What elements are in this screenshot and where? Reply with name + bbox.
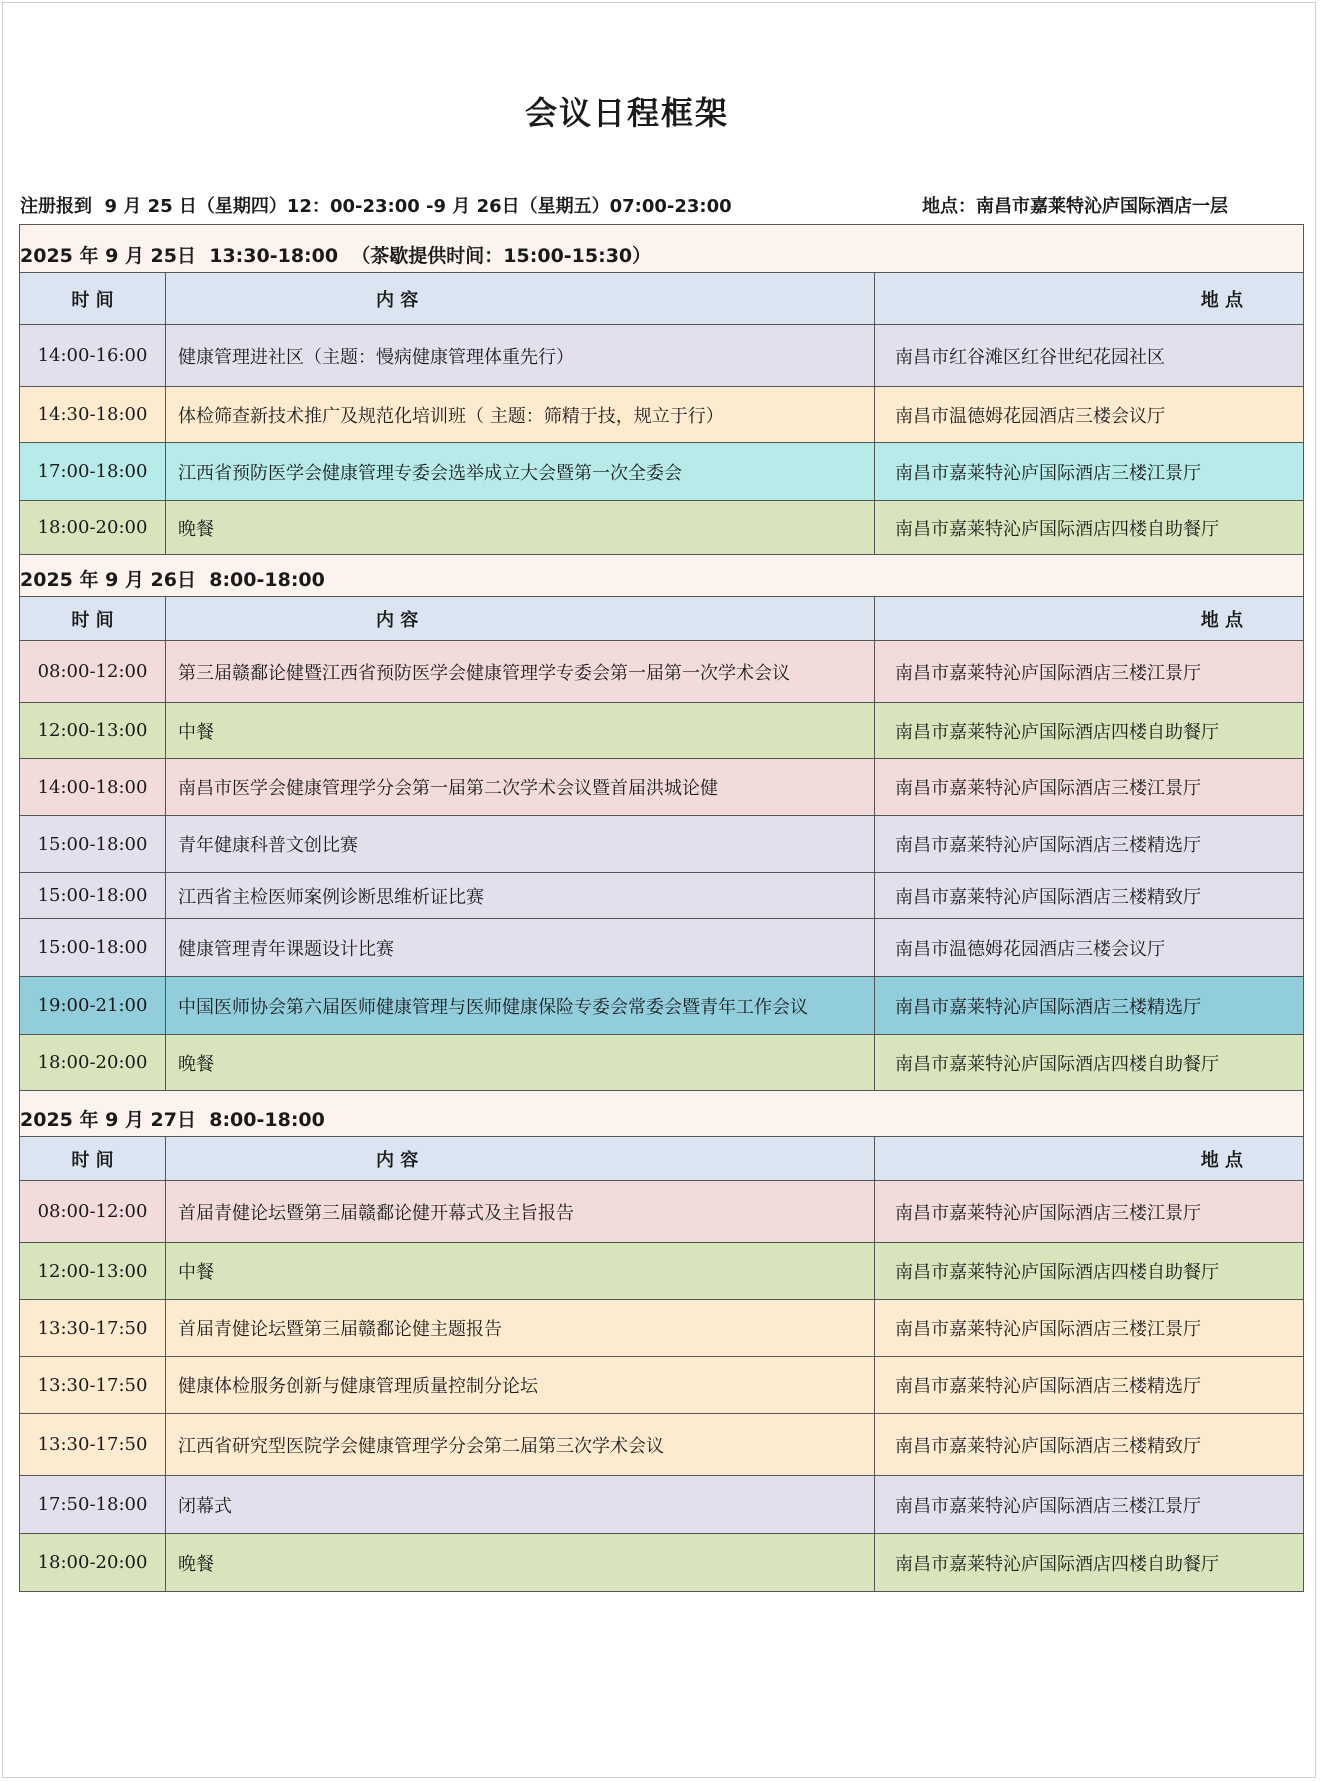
row-content: 闭幕式: [166, 1476, 875, 1533]
column-header-row: [20, 1136, 1303, 1180]
row-content: 晚餐: [166, 1534, 875, 1591]
row-location: 南昌市温德姆花园酒店三楼会议厅: [895, 938, 1165, 960]
row-location: 南昌市嘉莱特沁庐国际酒店三楼江景厅: [895, 778, 1201, 799]
schedule-row: [20, 1413, 1303, 1475]
schedule-row: [20, 976, 1303, 1034]
row-content: 江西省研究型医院学会健康管理学分会第二届第三次学术会议: [166, 1414, 875, 1475]
row-content: 晚餐: [166, 1035, 875, 1090]
day-header: 2025 年 9 月 26日 8:00-18:00: [20, 554, 1303, 596]
schedule-table: [19, 224, 1304, 1592]
schedule-row: [20, 815, 1303, 872]
column-header-row: [20, 272, 1303, 324]
row-location: 南昌市嘉莱特沁庐国际酒店四楼自助餐厅: [895, 1053, 1219, 1075]
schedule-row: [20, 1034, 1303, 1090]
row-location: 南昌市嘉莱特沁庐国际酒店三楼精选厅: [895, 835, 1201, 856]
row-time: 15:00-18:00: [20, 919, 166, 976]
day-header: 2025 年 9 月 27日 8:00-18:00: [20, 1090, 1303, 1136]
row-content: 健康管理青年课题设计比赛: [166, 919, 875, 976]
row-time: 13:30-17:50: [20, 1414, 166, 1475]
row-location: 南昌市嘉莱特沁庐国际酒店四楼自助餐厅: [895, 1553, 1219, 1575]
row-time: 18:00-20:00: [20, 1534, 166, 1591]
schedule-row: [20, 1475, 1303, 1533]
schedule-row: [20, 758, 1303, 815]
row-location: 南昌市嘉莱特沁庐国际酒店三楼精选厅: [895, 1376, 1201, 1397]
schedule-row: [20, 324, 1303, 386]
schedule-row: [20, 1356, 1303, 1413]
row-content: 第三届赣鄱论健暨江西省预防医学会健康管理学专委会第一届第一次学术会议: [166, 641, 875, 702]
row-location: 南昌市嘉莱特沁庐国际酒店三楼精致厅: [895, 1435, 1201, 1457]
registration-location: 地点：南昌市嘉莱特沁庐国际酒店一层: [922, 196, 1228, 217]
row-time: 12:00-13:00: [20, 1243, 166, 1299]
row-time: 12:00-13:00: [20, 703, 166, 758]
row-content: 南昌市医学会健康管理学分会第一届第二次学术会议暨首届洪城论健: [166, 759, 875, 815]
row-content: 江西省主检医师案例诊断思维析证比赛: [166, 873, 875, 918]
column-header-content: 内 容: [166, 273, 875, 324]
registration-time: 注册报到 9 月 25 日（星期四）12：00-23:00 -9 月 26日（星期五）07:00-23:00: [20, 196, 732, 217]
table-bottom-border: [20, 1591, 1303, 1592]
row-location: 南昌市嘉莱特沁庐国际酒店三楼江景厅: [895, 1319, 1201, 1340]
row-time: 08:00-12:00: [20, 641, 166, 702]
page-title: 会议日程框架: [524, 94, 729, 132]
row-time: 14:00-16:00: [20, 325, 166, 386]
schedule-row: [20, 442, 1303, 500]
row-content: 中餐: [166, 703, 875, 758]
row-content: 中餐: [166, 1243, 875, 1299]
row-location: 南昌市嘉莱特沁庐国际酒店三楼精选厅: [895, 996, 1201, 1018]
row-content: 体检筛查新技术推广及规范化培训班（ 主题：筛精于技，规立于行）: [166, 387, 875, 442]
row-content: 江西省预防医学会健康管理专委会选举成立大会暨第一次全委会: [166, 443, 875, 500]
row-location: 南昌市嘉莱特沁庐国际酒店四楼自助餐厅: [895, 721, 1219, 743]
column-header-location: 地 点: [1200, 1149, 1243, 1171]
row-location: 南昌市嘉莱特沁庐国际酒店三楼江景厅: [895, 462, 1201, 484]
row-content: 健康管理进社区（主题：慢病健康管理体重先行）: [166, 325, 875, 386]
column-header-content: 内 容: [166, 1137, 875, 1180]
row-location: 南昌市嘉莱特沁庐国际酒店三楼江景厅: [895, 1202, 1201, 1224]
row-content: 健康体检服务创新与健康管理质量控制分论坛: [166, 1357, 875, 1413]
row-time: 14:30-18:00: [20, 387, 166, 442]
row-time: 15:00-18:00: [20, 873, 166, 918]
column-header-location: 地 点: [1200, 289, 1243, 311]
schedule-row: [20, 1180, 1303, 1242]
row-location: 南昌市嘉莱特沁庐国际酒店三楼精致厅: [895, 886, 1201, 908]
row-time: 18:00-20:00: [20, 501, 166, 554]
row-time: 14:00-18:00: [20, 759, 166, 815]
row-location: 南昌市嘉莱特沁庐国际酒店三楼江景厅: [895, 1495, 1201, 1517]
schedule-row: [20, 640, 1303, 702]
schedule-row: [20, 872, 1303, 918]
schedule-row: [20, 386, 1303, 442]
schedule-row: [20, 918, 1303, 976]
row-location: 南昌市嘉莱特沁庐国际酒店四楼自助餐厅: [895, 518, 1219, 540]
row-time: 13:30-17:50: [20, 1300, 166, 1356]
schedule-row: [20, 1533, 1303, 1591]
row-location: 南昌市嘉莱特沁庐国际酒店四楼自助餐厅: [895, 1262, 1219, 1283]
row-time: 17:50-18:00: [20, 1476, 166, 1533]
column-header-content: 内 容: [166, 597, 875, 640]
column-header-time: 时 间: [20, 597, 166, 640]
schedule-row: [20, 702, 1303, 758]
registration-line: [20, 192, 1260, 216]
schedule-row: [20, 500, 1303, 554]
schedule-row: [20, 1299, 1303, 1356]
day-header: 2025 年 9 月 25日 13:30-18:00 （茶歇提供时间：15:00-15:30）: [20, 224, 1303, 272]
row-location: 南昌市温德姆花园酒店三楼会议厅: [895, 405, 1165, 427]
schedule-row: [20, 1242, 1303, 1299]
row-content: 首届青健论坛暨第三届赣鄱论健主题报告: [166, 1300, 875, 1356]
row-location: 南昌市嘉莱特沁庐国际酒店三楼江景厅: [895, 662, 1201, 684]
row-time: 13:30-17:50: [20, 1357, 166, 1413]
row-location: 南昌市红谷滩区红谷世纪花园社区: [895, 346, 1165, 368]
row-content: 中国医师协会第六届医师健康管理与医师健康保险专委会常委会暨青年工作会议: [166, 977, 875, 1034]
row-content: 晚餐: [166, 501, 875, 554]
row-content: 首届青健论坛暨第三届赣鄱论健开幕式及主旨报告: [166, 1181, 875, 1242]
column-header-row: [20, 596, 1303, 640]
row-content: 青年健康科普文创比赛: [166, 816, 875, 872]
row-time: 17:00-18:00: [20, 443, 166, 500]
column-header-time: 时 间: [20, 273, 166, 324]
row-time: 15:00-18:00: [20, 816, 166, 872]
column-header-time: 时 间: [20, 1137, 166, 1180]
row-time: 19:00-21:00: [20, 977, 166, 1034]
row-time: 08:00-12:00: [20, 1181, 166, 1242]
row-time: 18:00-20:00: [20, 1035, 166, 1090]
column-header-location: 地 点: [1200, 609, 1243, 631]
